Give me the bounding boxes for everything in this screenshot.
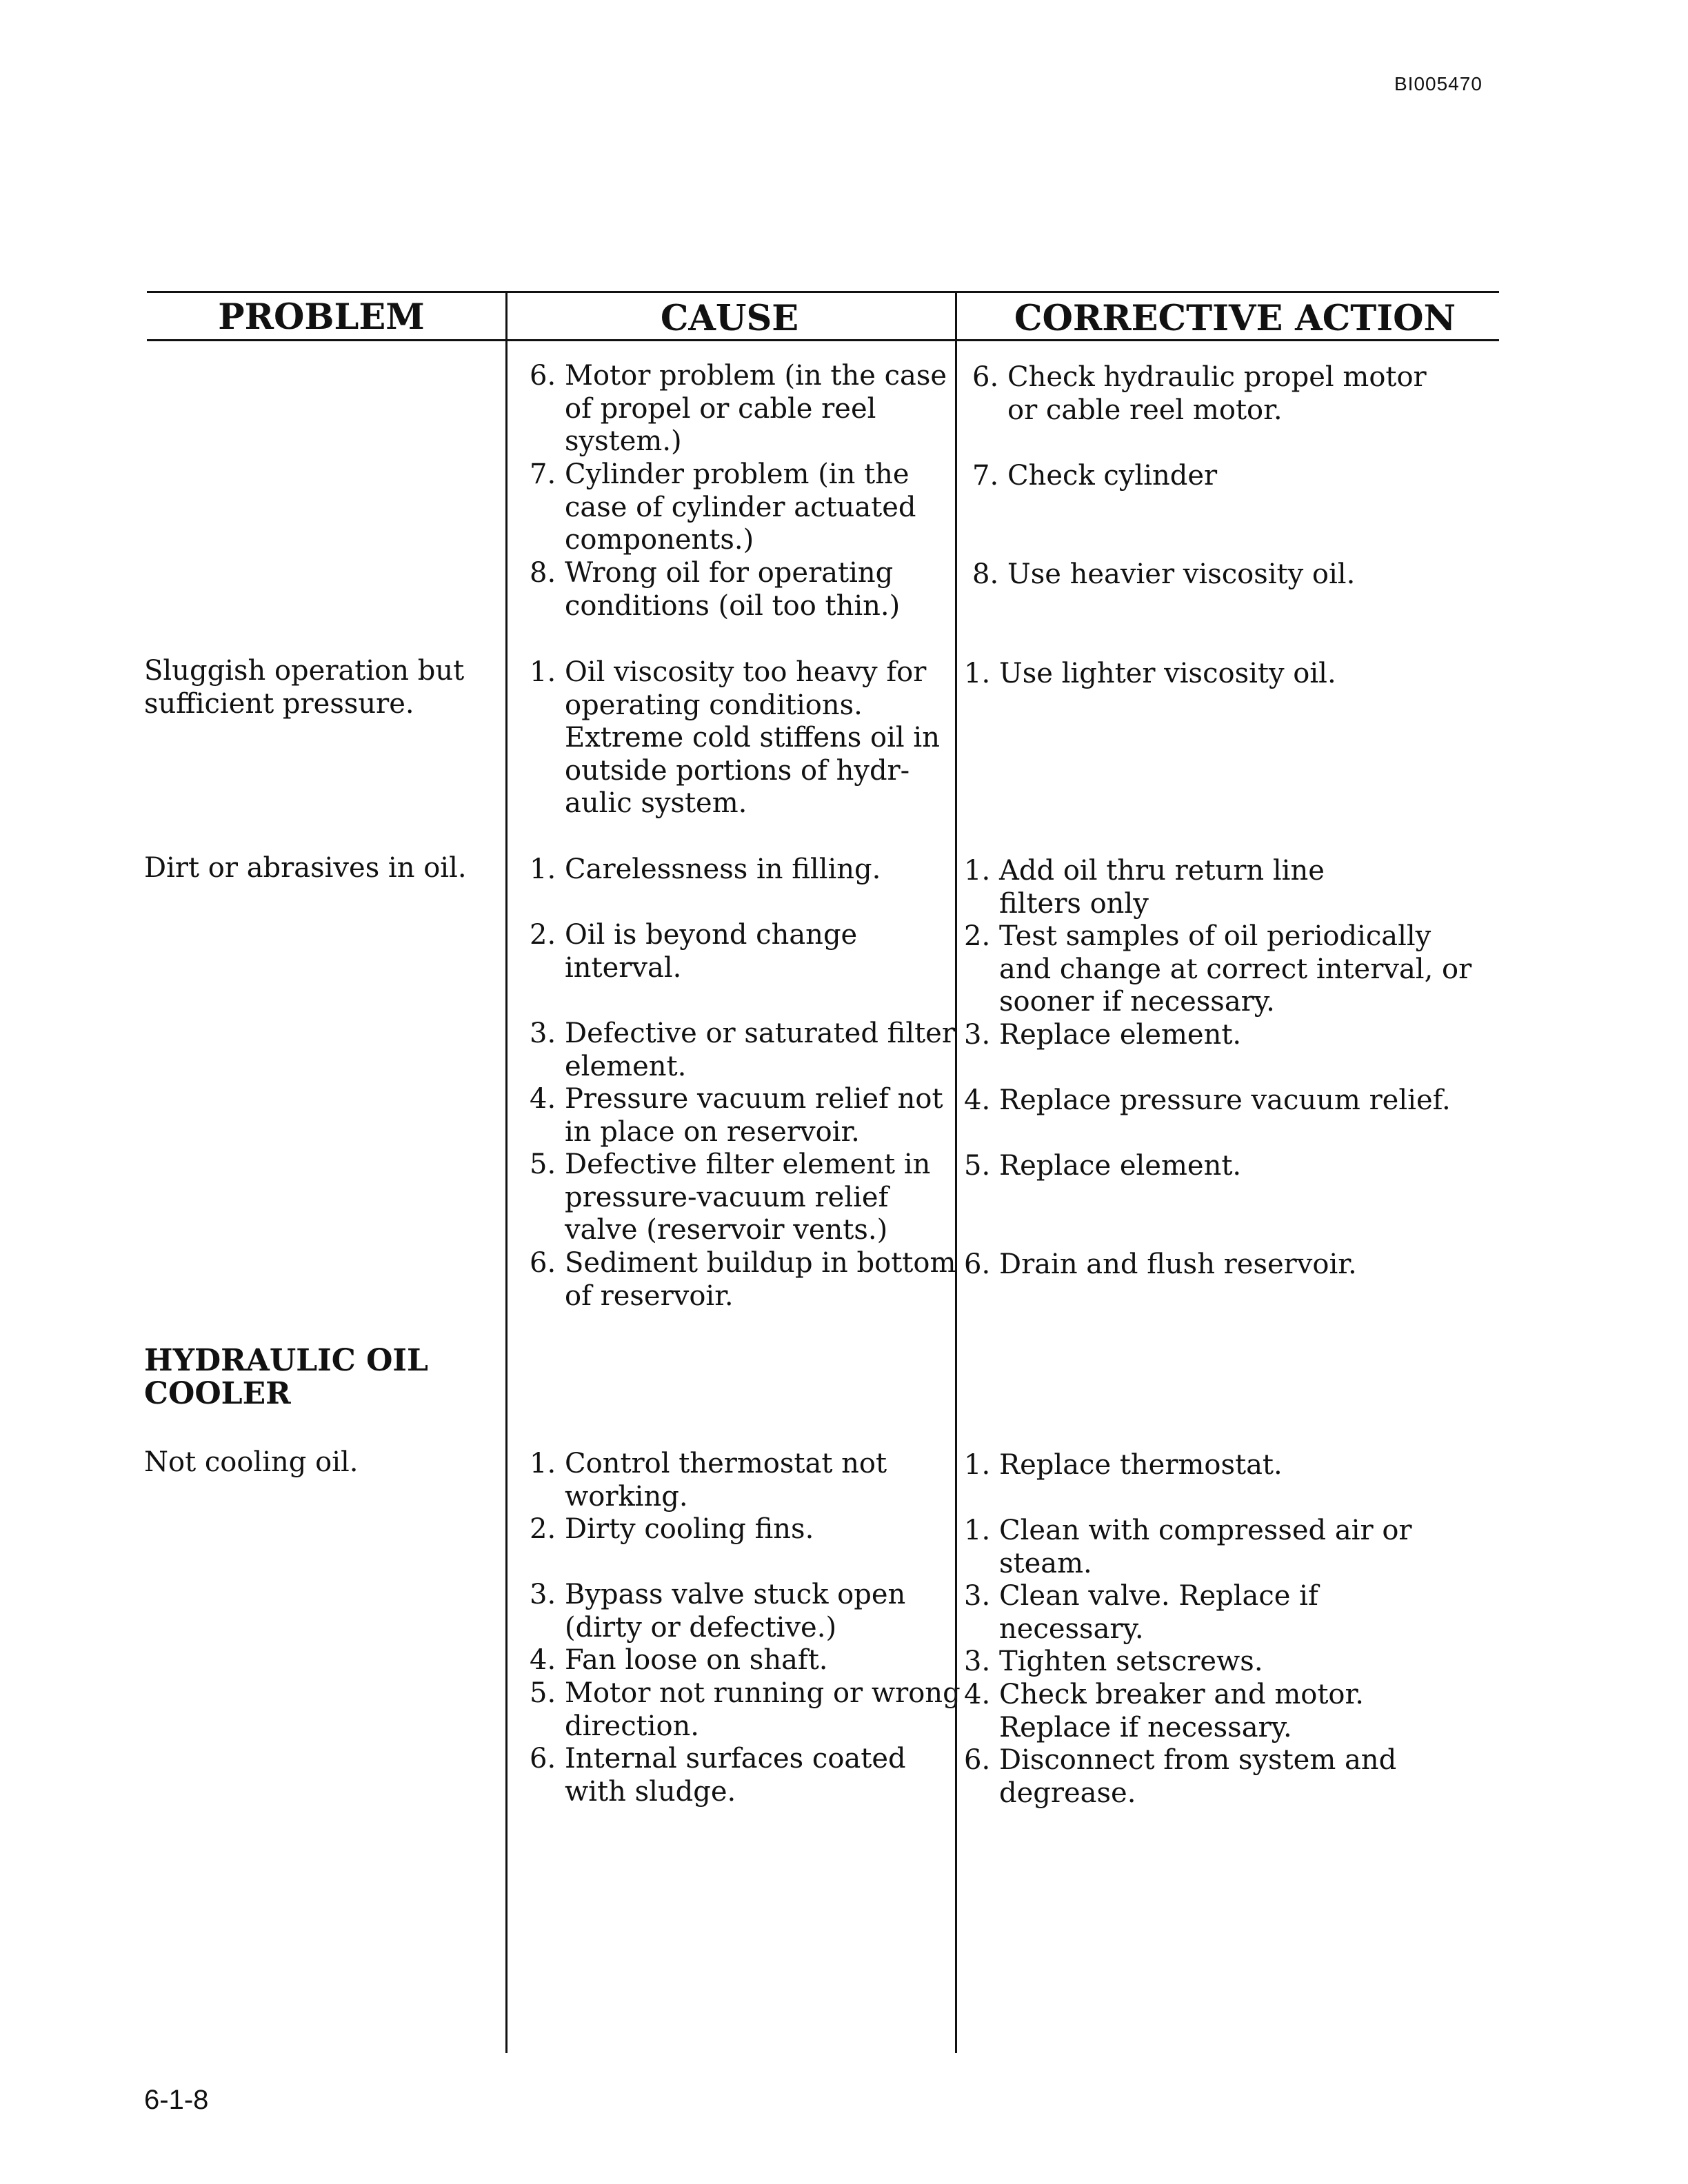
item-line: Control thermostat not <box>565 1448 887 1479</box>
header-problem: PROBLEM <box>218 296 425 338</box>
item-number: 6. <box>530 1743 556 1775</box>
item-line: Pressure vacuum relief not <box>565 1083 943 1115</box>
problem-text <box>144 655 464 720</box>
item-number: 5. <box>530 1149 556 1180</box>
document-id: BI005470 <box>1394 73 1483 94</box>
item-number: 8. <box>972 558 999 590</box>
problem-text <box>144 852 467 885</box>
table-top-rule <box>147 291 1499 293</box>
item-line: Defective filter element in <box>565 1149 931 1180</box>
item-line: element. <box>565 1050 687 1082</box>
item-line: Oil viscosity too heavy for <box>565 656 927 688</box>
item-line: aulic system. <box>565 787 747 819</box>
item-line: degrease. <box>999 1777 1136 1809</box>
item-line: in place on reservoir. <box>565 1115 860 1148</box>
item-line: Replace thermostat. <box>999 1449 1283 1481</box>
section-heading <box>144 1344 428 1410</box>
item-number: 6. <box>972 361 999 393</box>
item-line: sooner if necessary. <box>999 986 1275 1018</box>
header-bottom-rule <box>147 339 1499 341</box>
item-line: operating conditions. <box>565 689 863 721</box>
item-line: components.) <box>565 524 754 556</box>
item-number: 1. <box>530 1448 556 1479</box>
item-line: and change at correct interval, or <box>999 953 1472 985</box>
item-number: 4. <box>964 1084 991 1116</box>
item-line: Cylinder problem (in the <box>565 458 910 490</box>
item-line: Replace if necessary. <box>999 1711 1292 1743</box>
item-number: 3. <box>964 1580 991 1612</box>
item-line: Extreme cold stiffens oil in <box>565 722 940 754</box>
problem-line: Dirt or abrasives in oil. <box>144 852 467 884</box>
item-line: Clean valve. Replace if <box>999 1580 1318 1612</box>
item-line: or cable reel motor. <box>1007 394 1283 426</box>
item-line: Check hydraulic propel motor <box>1007 361 1427 393</box>
item-line: Use heavier viscosity oil. <box>1007 558 1356 590</box>
column-divider-1 <box>505 291 508 2053</box>
item-number: 3. <box>530 1018 556 1049</box>
item-line: Tighten setscrews. <box>999 1646 1263 1677</box>
item-line: Replace element. <box>999 1150 1242 1182</box>
item-number: 2. <box>964 920 991 952</box>
item-line: Test samples of oil periodically <box>999 920 1431 952</box>
item-line: Replace pressure vacuum relief. <box>999 1084 1451 1116</box>
item-line: Use lighter viscosity oil. <box>999 658 1336 689</box>
item-line: steam. <box>999 1547 1092 1579</box>
item-number: 4. <box>964 1679 991 1710</box>
item-line: Replace element. <box>999 1019 1242 1051</box>
header-corrective-action: CORRECTIVE ACTION <box>1014 298 1456 339</box>
item-line: Add oil thru return line <box>999 855 1325 887</box>
item-number: 7. <box>530 458 556 490</box>
item-number: 6. <box>964 1744 991 1776</box>
item-number: 1. <box>530 853 556 885</box>
item-number: 6. <box>530 1247 556 1279</box>
item-line: Motor problem (in the case <box>565 360 947 392</box>
item-number: 2. <box>530 1513 556 1545</box>
item-number: 5. <box>530 1677 556 1709</box>
item-line: outside portions of hydr- <box>565 754 910 787</box>
item-number: 3. <box>964 1646 991 1677</box>
item-number: 3. <box>530 1579 556 1610</box>
item-number: 5. <box>964 1150 991 1182</box>
item-line: Carelessness in filling. <box>565 853 881 885</box>
item-line: Dirty cooling fins. <box>565 1513 814 1545</box>
item-number: 4. <box>530 1644 556 1676</box>
item-number: 6. <box>530 360 556 392</box>
item-number: 1. <box>964 658 991 689</box>
item-number: 1. <box>964 855 991 887</box>
item-line: Motor not running or wrong <box>565 1677 961 1709</box>
item-number: 1. <box>530 656 556 688</box>
item-number: 3. <box>964 1019 991 1051</box>
item-number: 2. <box>530 919 556 951</box>
item-line: Defective or saturated filter <box>565 1018 955 1049</box>
item-line: Oil is beyond change <box>565 919 858 951</box>
item-line: Bypass valve stuck open <box>565 1579 906 1610</box>
problem-line: Sluggish operation but <box>144 655 465 687</box>
item-line: Fan loose on shaft. <box>565 1644 828 1676</box>
item-line: of propel or cable reel <box>565 392 876 425</box>
item-line: Disconnect from system and <box>999 1744 1397 1776</box>
item-line: system.) <box>565 425 682 457</box>
item-line: with sludge. <box>565 1775 736 1808</box>
problem-text <box>144 1446 359 1479</box>
item-number: 6. <box>964 1248 991 1280</box>
item-line: (dirty or defective.) <box>565 1611 837 1644</box>
item-number: 8. <box>530 557 556 589</box>
item-line: conditions (oil too thin.) <box>565 589 901 622</box>
item-number: 4. <box>530 1083 556 1115</box>
item-line: Clean with compressed air or <box>999 1515 1412 1546</box>
item-line: Drain and flush reservoir. <box>999 1248 1357 1280</box>
item-line: Internal surfaces coated <box>565 1743 906 1775</box>
item-line: Check breaker and motor. <box>999 1679 1364 1710</box>
item-line: interval. <box>565 951 682 984</box>
page-number: 6-1-8 <box>144 2085 209 2115</box>
item-line: filters only <box>999 887 1149 920</box>
item-number: 1. <box>964 1449 991 1481</box>
item-line: working. <box>565 1480 688 1513</box>
item-line: case of cylinder actuated <box>565 491 916 523</box>
item-line: pressure-vacuum relief <box>565 1181 889 1213</box>
column-divider-2 <box>955 291 957 2053</box>
item-line: Sediment buildup in bottom <box>565 1247 956 1279</box>
item-line: Check cylinder <box>1007 460 1218 492</box>
header-cause: CAUSE <box>660 298 799 339</box>
item-line: necessary. <box>999 1612 1144 1645</box>
item-line: valve (reservoir vents.) <box>565 1214 888 1246</box>
item-number: 1. <box>964 1515 991 1546</box>
item-line: of reservoir. <box>565 1280 734 1312</box>
section-heading-line: HYDRAULIC OIL <box>144 1343 428 1378</box>
item-number: 7. <box>972 460 999 492</box>
section-heading-line: COOLER <box>144 1376 291 1411</box>
item-line: Wrong oil for operating <box>565 557 894 589</box>
item-line: direction. <box>565 1710 700 1742</box>
problem-line: sufficient pressure. <box>144 687 414 720</box>
problem-line: Not cooling oil. <box>144 1446 359 1478</box>
